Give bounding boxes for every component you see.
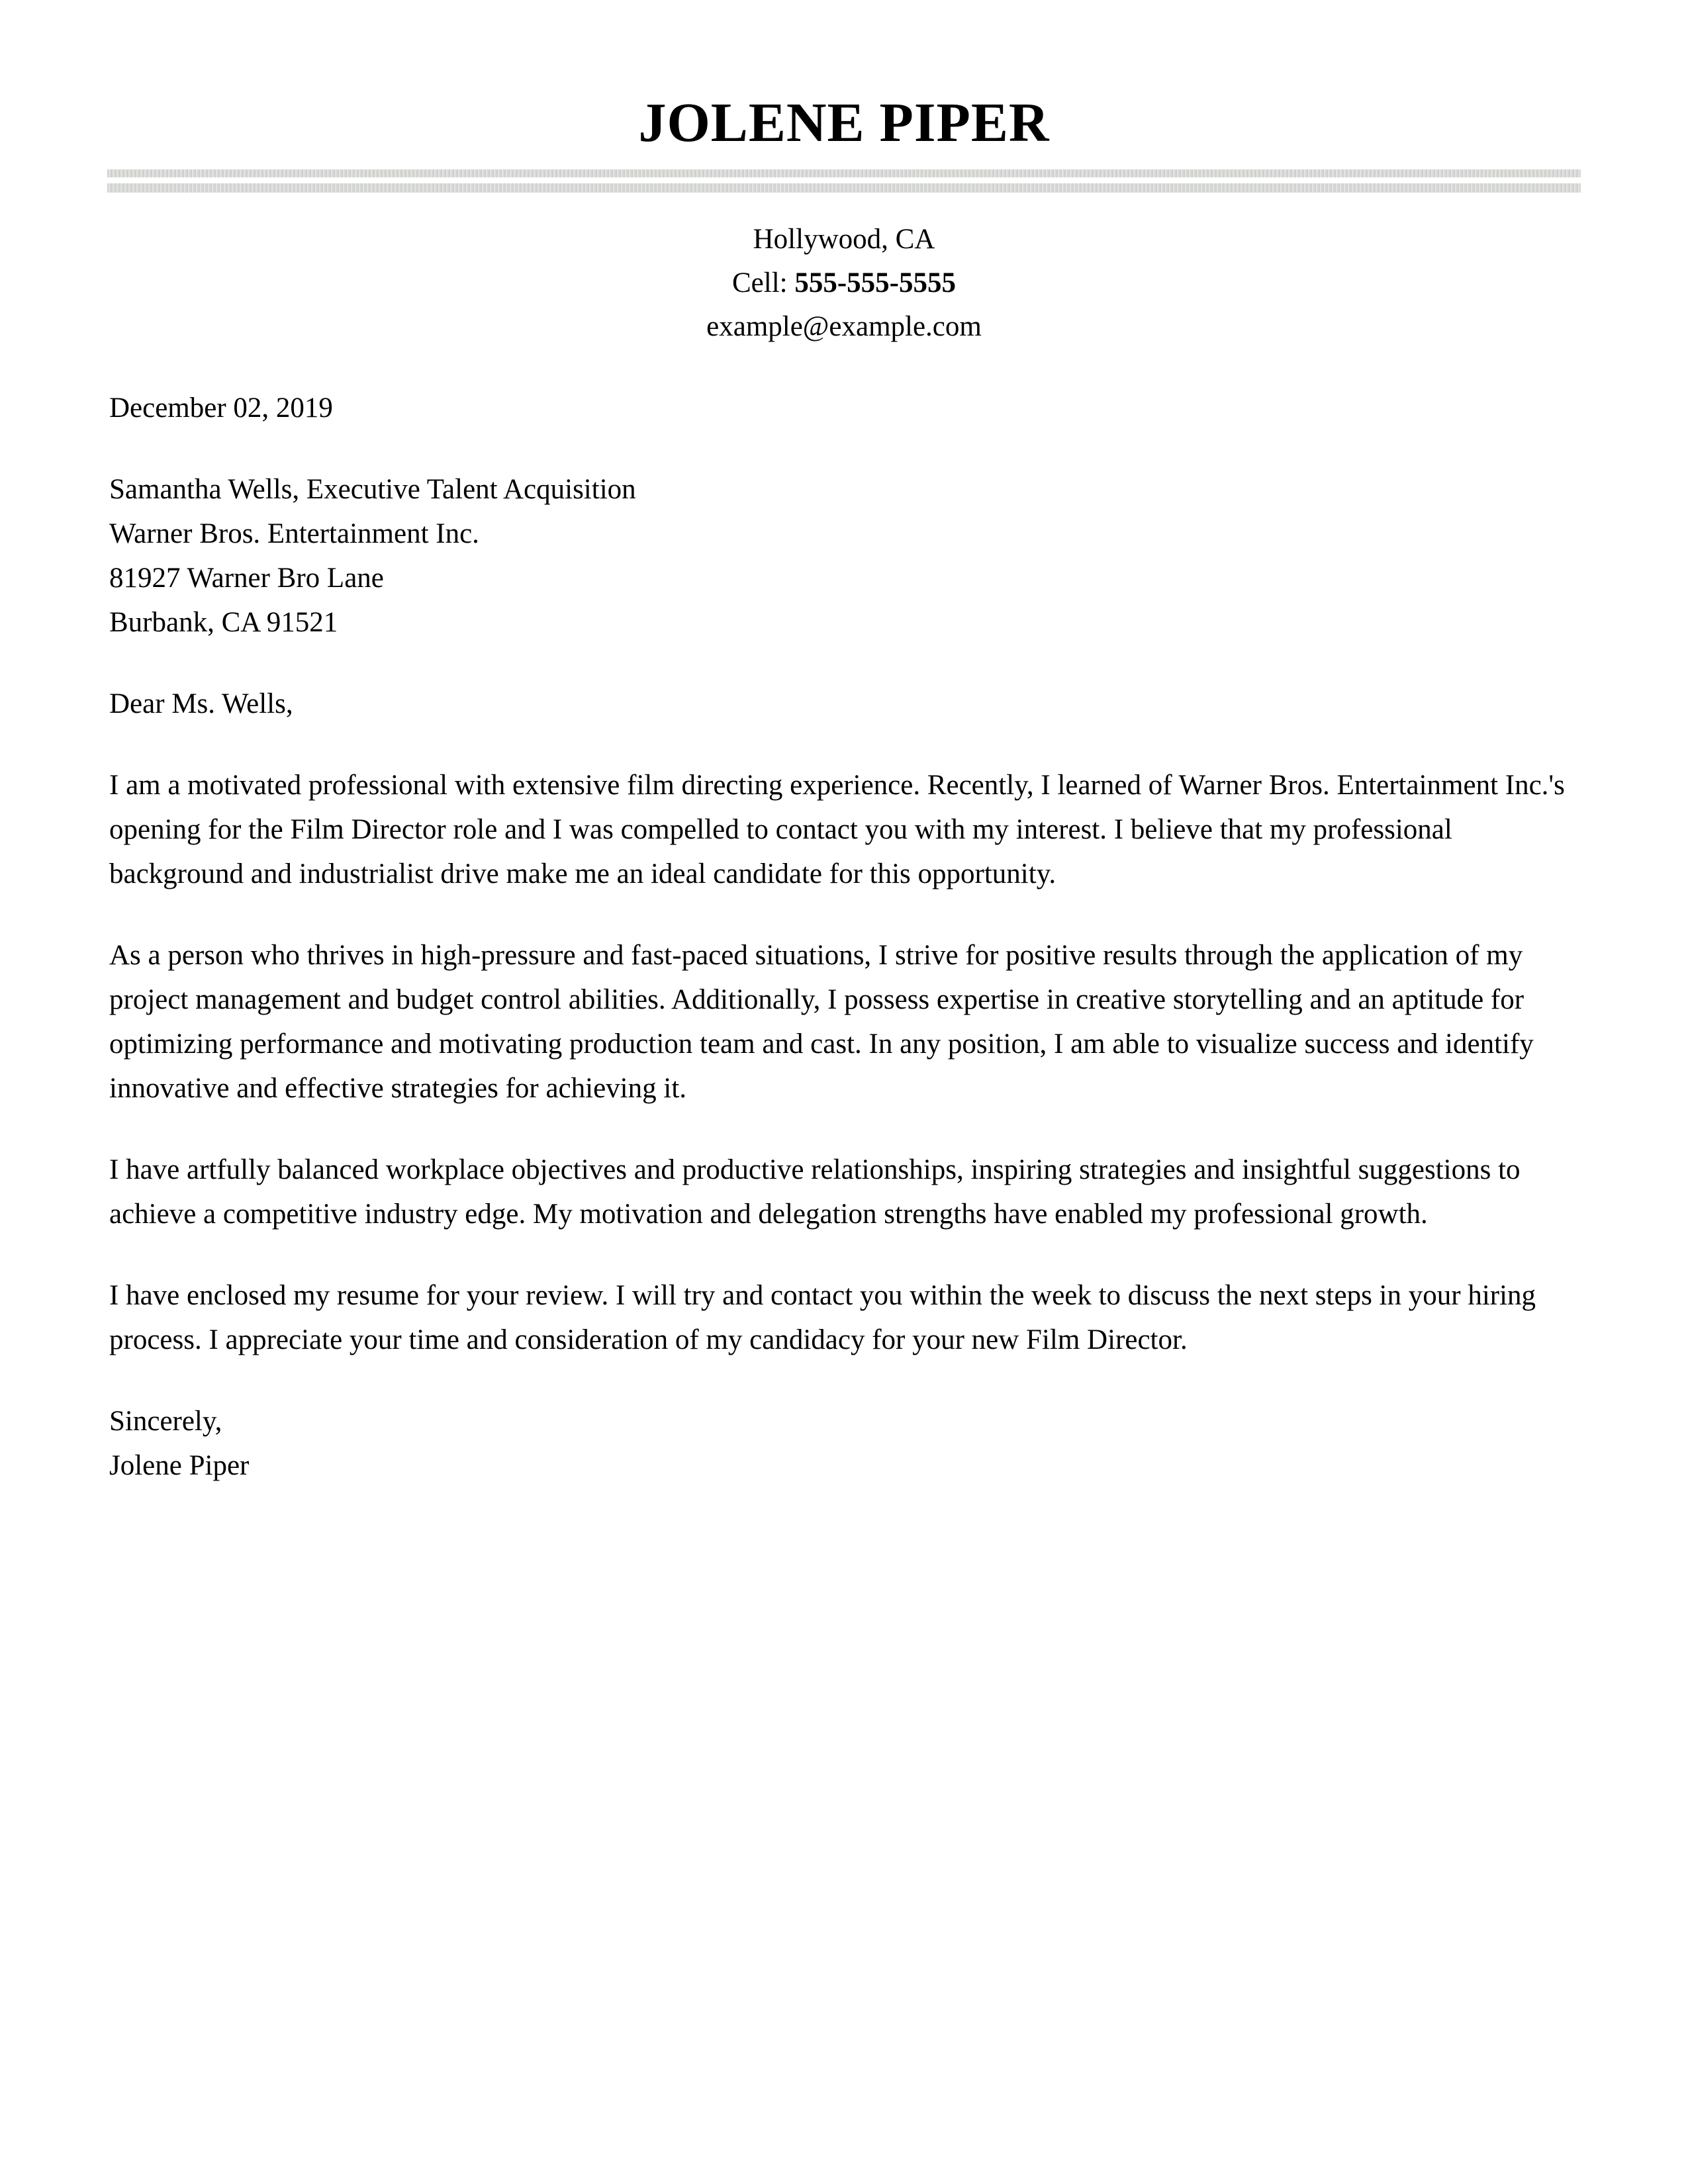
contact-block [0,218,1688,349]
header-divider [107,169,1581,193]
closing-block [109,1399,1579,1488]
closing-sincerely: Sincerely, [109,1406,222,1437]
contact-location: Hollywood, CA [753,224,935,255]
salutation: Dear Ms. Wells, [109,688,293,720]
paragraph-intro: I am a motivated professional with extensive film directing experience. Recently, I learned of Warner Bros. Entertainment Inc.'s opening for the Film Director role and I was compelled to contact you with my interest. I believe that my professional background and industrialist drive make me an ideal candidate for this opportunity. [109,770,1565,890]
letter-body [109,386,1579,1488]
recipient-company: Warner Bros. Entertainment Inc. [109,518,479,550]
recipient-city-state-zip: Burbank, CA 91521 [109,607,338,639]
recipient-block [109,467,1579,645]
contact-phone-line [0,261,1688,305]
signature-name: Jolene Piper [109,1450,250,1482]
paragraph-achievements: I have artfully balanced workplace objectives and productive relationships, inspiring strategies and insightful suggestions to achieve a competitive industry edge. My motivation and delegation strengths have enabled my professional growth. [109,1154,1521,1230]
contact-phone-number: 555-555-5555 [794,267,956,299]
paragraph-call-to-action: I have enclosed my resume for your review. I will try and contact you within the week to discuss the next steps in your hiring process. I appreciate your time and consideration of my candidacy for your new Film Director. [109,1280,1536,1356]
letter-date: December 02, 2019 [109,392,333,424]
recipient-name-title: Samantha Wells, Executive Talent Acquisition [109,474,636,506]
contact-email: example@example.com [706,311,982,343]
divider-line-top [107,169,1581,177]
page-title: JOLENE PIPER [638,92,1050,154]
divider-line-bottom [107,183,1581,193]
contact-phone-label: Cell: [732,267,795,299]
recipient-street: 81927 Warner Bro Lane [109,563,384,594]
paragraph-skills: As a person who thrives in high-pressure and fast-paced situations, I strive for positive results through the application of my project management and budget control abilities. Additionally, I possess expertise in creative storytelling and an aptitude for optimizing performance and motivating production team and cast. In any position, I am able to visualize success and identify innovative and effective strategies for achieving it. [109,940,1534,1105]
